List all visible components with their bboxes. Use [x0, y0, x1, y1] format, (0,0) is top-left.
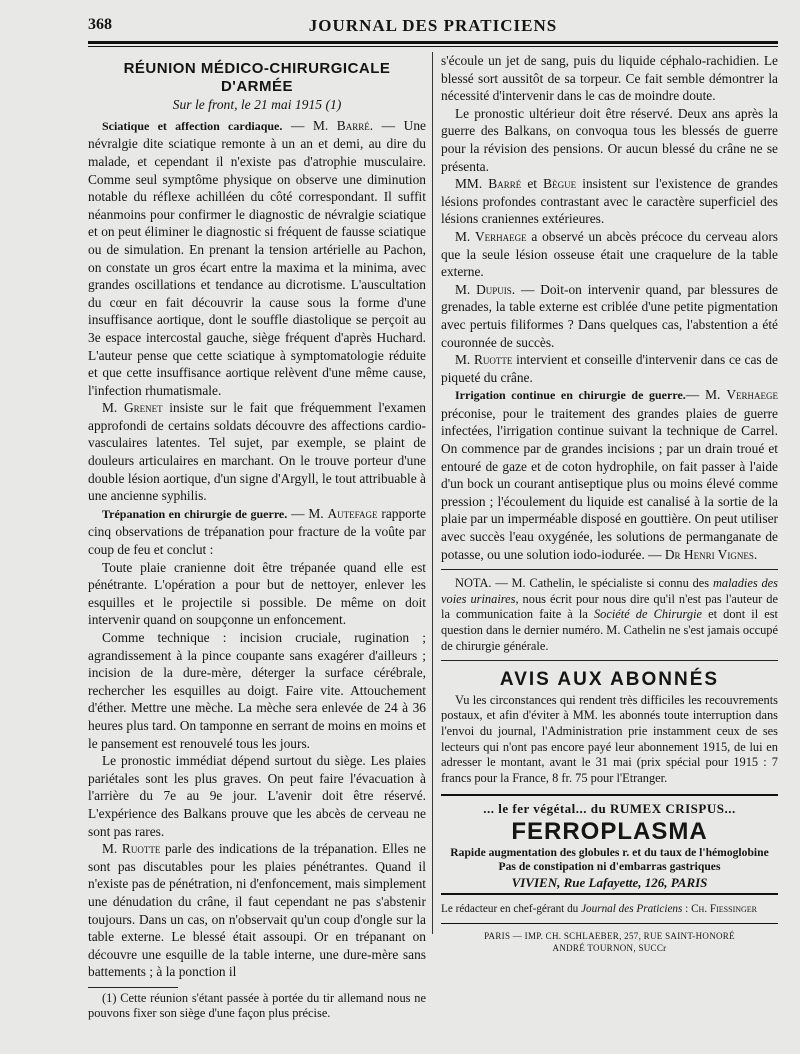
section-title: RÉUNION MÉDICO-CHIRURGICALE D'ARMÉE	[123, 60, 391, 95]
paragraph-barre-begue: MM. Barré et Bègue insistent sur l'existence de grandes lésions profondes contrastant avec le caractère superficiel des lésions craniennes extérieures.	[441, 176, 778, 227]
paragraph-sciatique: Sciatique et affection cardiaque. — M. Barré. — Une névralgie dite sciatique remonte à un an et demi, au dire du malade, et cependant il n'existe pas d'atrophie musculaire. Comme seul symptôme physique on observe une diminution notable du réflexe achilléen du côté correspondant. Il suffit néanmoins pour confirmer le diagnostic de névralgie sciatique et on peut éliminer le diagnostic si fréquent de fausse sciatique ou de simulation. En prenant la tension artérielle au Pachon, on constate un gros écart entre la maxima et la minima, avec grandes oscillations et tendance au dicrotisme. L'auscultation du cœur en fait découvrir la cause sous la forme d'une insuffisance aortique, dont le souffle diastolique se perçoit au 3e espace intercostal gauche, siège fréquent d'après Huchard. L'auteur pense que cette sciatique à symptomatologie réduite et que cette insuffisance aortique relèvent d'une même cause, l'infection rhumatismale.	[88, 117, 426, 398]
author-name: Dupuis	[476, 281, 512, 297]
header-rule-thin	[88, 46, 778, 47]
paragraph-grenet: M. Grenet insiste sur le fait que fréquemment l'examen approfondi de certains soldats découvre des affections cardio-vasculaires latentes. Tel sujet, par exemple, se plaint de douleurs articulaires en marchant. On le trouve porteur d'une double lésion aortique, d'un signe d'Argyll, le tout attribuable à une ancienne syphilis.	[88, 400, 426, 504]
right-column	[441, 52, 778, 954]
author-name: Ruotte	[121, 841, 161, 857]
footnote-rule	[88, 987, 178, 988]
avis-text: Vu les circonstances qui rendent très difficiles les recouvrements postaux, et afin d'éviter à MM. les abonnés toute interruption dans l'envoi du journal, l'Administration prie instamment ceux de ses lecteurs qui n'ont pas encore payé leur abonnement 1915, de lui en adresser le montant, avant le 31 mai (prix spécial pour 1915 : 7 francs pour la France, 8 fr. 75 pour l'Etranger.	[441, 692, 778, 785]
ad-address: VIVIEN, Rue Lafayette, 126, PARIS	[511, 874, 708, 890]
topic-heading: Trépanation en chirurgie de guerre.	[102, 506, 288, 521]
avis-rule	[441, 660, 778, 661]
nota-box: NOTA. — M. Cathelin, le spécialiste si connu des maladies des voies urinaires, nous écrit pour nous dire qu'il n'est pas l'auteur de la communication faite à la Société de Chirurgie et dont il est question dans le dernier numéro. M. Cathelin ne s'est jamais occupé de chirurgie générale.	[441, 576, 778, 653]
journal-title: JOURNAL DES PRATICIENS	[308, 16, 558, 35]
section-subtitle: Sur le front, le 21 mai 1915 (1)	[172, 97, 342, 113]
author-name: Bègue	[543, 176, 577, 192]
paragraph-dupuis: M. Dupuis. — Doit-on intervenir quand, par blessures de grenades, la table externe est criblée d'une petite pigmentation avec pertuis filiformes ? Dans quelques cas, l'abstention a été couronnée de succès.	[441, 281, 778, 350]
paragraph-trepanation: Trépanation en chirurgie de guerre. — M. Autefage rapporte cinq observations de trépanation pour fracture de la voûte par coup de feu et conclut :	[88, 505, 426, 558]
header-rule	[88, 41, 778, 44]
paragraph-verhaege: M. Verhaege a observé un abcès précoce du cerveau alors que la seule lésion osseuse était une craquelure de la table externe.	[441, 228, 778, 280]
ad-product-name: FERROPLASMA	[511, 817, 708, 845]
paragraph-ruotte-2: M. Ruotte intervient et conseille d'intervenir dans ce cas de piqueté du crâne.	[441, 352, 778, 385]
author-name: Grenet	[123, 400, 163, 416]
paragraph-plaie-cranienne: Toute plaie cranienne doit être trépanée quand elle est pénétrante. L'opération a pour but de nettoyer, enlever les esquilles et le projectile si possible. De même on doit intervenir quand on soupçonne un enfoncement.	[88, 559, 426, 628]
footnote: (1) Cette réunion s'étant passée à portée du tir allemand nous ne pouvons fixer son siège d'une façon plus précise.	[88, 990, 426, 1021]
paragraph-continuation: s'écoule un jet de sang, puis du liquide céphalo-rachidien. Le blessé sort aussitôt de sa torpeur. Ce fait semble démontrer la nécessité d'intervenir dans le cas de moindre doute.	[441, 53, 778, 104]
ad-tagline: ... le fer végétal... du RUMEX CRISPUS...	[483, 801, 736, 817]
ad-line-2: Pas de constipation ni d'embarras gastriques	[498, 859, 721, 873]
ferroplasma-ad	[441, 794, 778, 895]
page-number: 368	[88, 16, 112, 33]
paragraph-technique: Comme technique : incision cruciale, rugination ; agrandissement à la pince coupante sans exagérer d'ailleurs ; incision de la dure-mère, déterger la surface cérébrale, rechercher les esquilles au doigt. Faire vite. Attouchement d'éther. Mettre une mèche. La mèche sera enlevée de 24 à 36 heures plus tard. On tamponne en serrant de moins en moins et le pansement est renouvelé tous les jours.	[88, 630, 426, 751]
author-name: Verhaege	[726, 387, 779, 403]
paragraph-pronostic: Le pronostic immédiat dépend surtout du siège. Les plaies pariétales sont les plus graves. On peut faire l'évacuation à l'arrière du 7e au 9e jour. L'avenir doit être réservé. L'expérience des Balkans prouve que les abcès de cerveau ne sont pas rares.	[88, 753, 426, 839]
column-divider	[432, 52, 433, 934]
paragraph-ruotte: M. Ruotte parle des indications de la trépanation. Elles ne sont pas discutables pour les plaies pénétrantes. Quand il n'existe pas de pénétration, ni d'enfoncement, mais simplement une dénudation du crâne, il faut cependant ne pas s'abstenir toujours. Dans un cas, on n'observait qu'un coup d'ongle sur la table externe. Le blessé était assoupi. Or en trépanant on découvre une esquille de la table interne, une dure-mère sans battements ; à la ponction il	[88, 841, 426, 980]
avis-title: AVIS AUX ABONNÉS	[499, 669, 720, 691]
author-name: Autefage	[327, 505, 378, 521]
paragraph-pronostic-ulterieur: Le pronostic ultérieur doit être réservé. Deux ans après la guerre des Balkans, on convoqua tous les blessés de guerre pour la révision des pensions. Or aucun blessé du crâne ne se présenta.	[441, 105, 778, 174]
printer-imprint: PARIS — IMP. CH. SCHLAEBER, 257, RUE SAINT-HONORÉ ANDRÉ TOURNON, SUCCr	[484, 930, 735, 953]
author-name: Verhaege	[475, 228, 527, 244]
author-name: Barré	[336, 117, 370, 133]
topic-heading: Sciatique et affection cardiaque.	[102, 118, 283, 133]
editor-line: Le rédacteur en chef-gérant du Journal des Praticiens : Ch. Fiessinger	[441, 901, 778, 924]
page-header	[88, 16, 778, 40]
nota-rule	[441, 569, 778, 570]
author-name: Barré	[488, 176, 522, 192]
topic-heading: Irrigation continue en chirurgie de guerre.	[455, 388, 686, 403]
paragraph-irrigation: Irrigation continue en chirurgie de guerre.— M. Verhaege préconise, pour le traitement des grandes plaies de guerre infectées, l'irrigation continue suivant la technique de Carrel. On commence par de grandes incisions ; par un drain troué et entouré de gaze et de coton hydrophile, on fait passer à l'aide d'un bock un courant antiseptique plus ou moins élevé comme pression ; l'écoulement du liquide est canalisé à la sortie de la plaie par un imperméable disposé en gouttière. On peut utiliser avec succès l'eau oxygénée, les solutions de permanganate de potasse, ou une solution iodo-iodurée. — Dr Henri Vignes.	[441, 387, 779, 562]
author-name: Ruotte	[473, 352, 513, 368]
signature: Dr Henri Vignes	[664, 546, 754, 562]
ad-line-1: Rapide augmentation des globules r. et du taux de l'hémoglobine	[450, 845, 769, 859]
left-column	[88, 52, 426, 1022]
